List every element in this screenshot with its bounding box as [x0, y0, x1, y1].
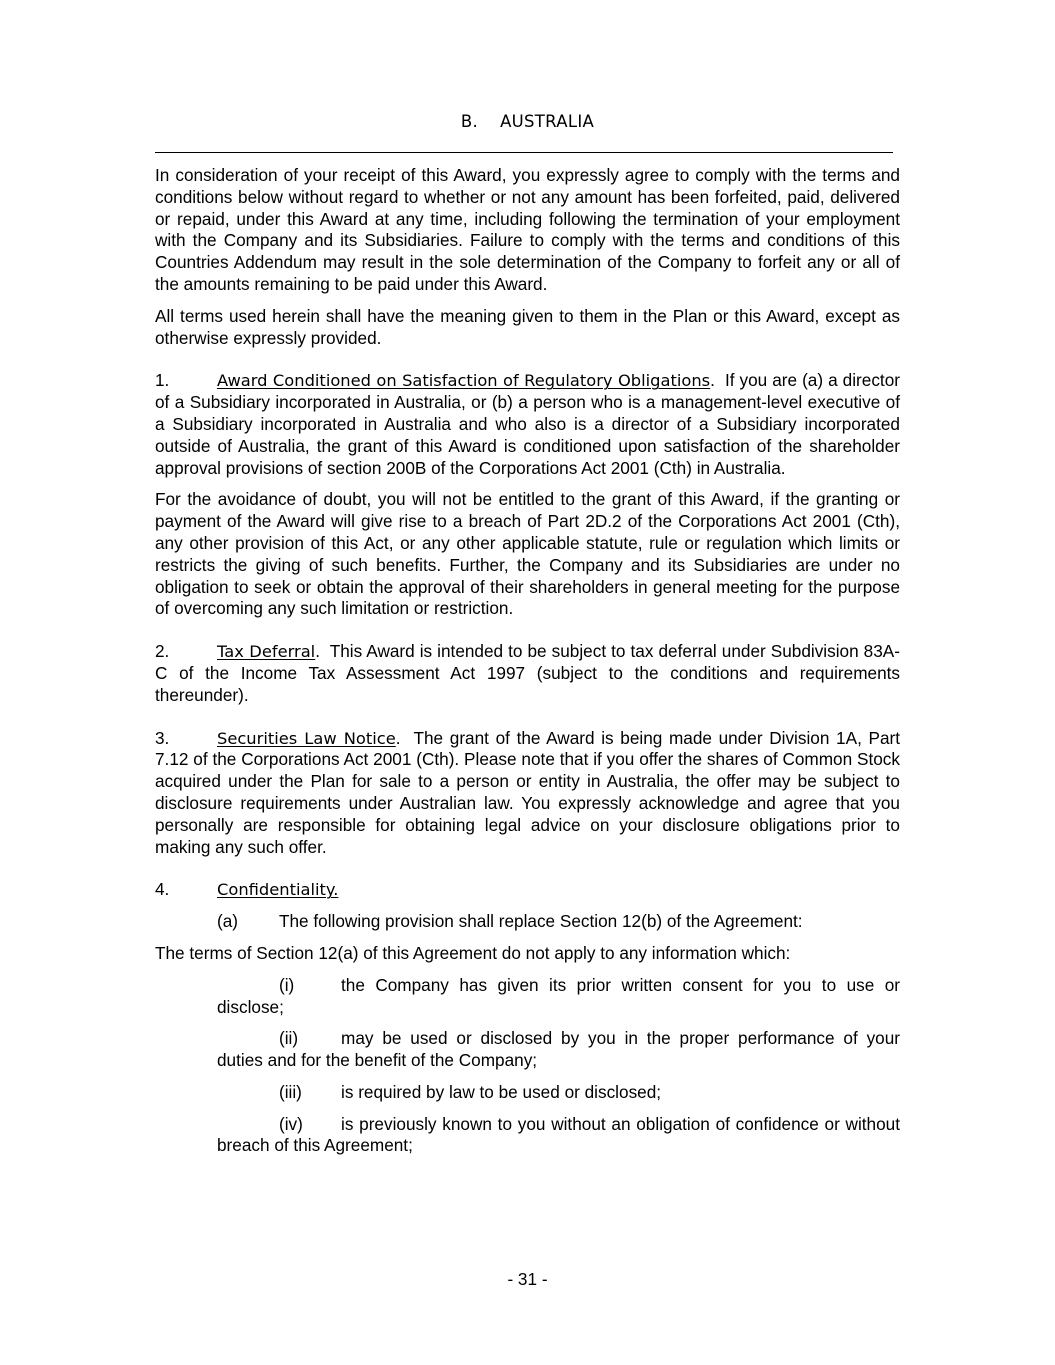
intro-paragraph-2: All terms used herein shall have the meaning given to them in the Plan or this Award, except as otherwise expressly provided.: [155, 305, 900, 348]
list-item-iii-text: is required by law to be used or disclosed;: [341, 1081, 662, 1102]
section-3-title: Securities Law Notice: [217, 728, 396, 748]
page-number: - 31 -: [507, 1269, 548, 1289]
list-item-ii-label: (ii): [279, 1028, 299, 1049]
list-item-iii: [155, 1082, 900, 1104]
section-4-paragraph: [155, 879, 900, 901]
section-3-text: The grant of the Award is being made under Division 1A, Part 7.12 of the Corporations Act 2001 (Cth). Please note that if you offer the shares of Common Stock acquired under the Plan for sale to a person or entity in Australia, the offer may be subject to disclosure requirements under Australian law. You expressly acknowledge and agree that you personally are responsible for obtaining legal advice on your disclosure obligations prior to making any such offer.: [155, 727, 901, 857]
list-item-i-text: the Company has given its prior written consent for you to use or disclose;: [217, 974, 900, 1017]
section-1-text: If you are (a) a director of a Subsidiary incorporated in Australia, or (b) a person who is a management-level executive of a Subsidiary incorporated in Australia and who also is a director of a Subsidiary incorporated outside of Australia, the grant of this Award is conditioned upon satisfaction of the shareholder approval provisions of section 200B of the Corporations Act 2001 (Cth) in Australia.: [155, 370, 900, 478]
list-item-i-label: (i): [279, 974, 295, 995]
heading-rule: [155, 152, 893, 153]
section-1-extra-paragraph: For the avoidance of doubt, you will not be entitled to the grant of this Award, if the granting or payment of the Award will give rise to a breach of Part 2D.2 of the Corporations Act 2001 (Cth), any other provision of this Act, or any other applicable statute, rule or regulation which limits or restricts the giving of such benefits. Further, the Company and its Subsidiaries are under no obligation to seek or obtain the approval of their shareholders in general meeting for the purpose of overcoming any such limitation or restriction.: [155, 489, 900, 619]
list-item-ii-text: may be used or disclosed by you in the proper performance of your duties and for the benefit of the Company;: [217, 1028, 900, 1071]
section-4-title: Confidentiality.: [217, 880, 339, 900]
list-item-iii-label: (iii): [279, 1081, 302, 1102]
section-1-number: 1.: [155, 370, 170, 391]
list-item-ii: [155, 1028, 900, 1072]
section-3-paragraph: 3. Securities Law Notice. The grant of the Award is being made under Division 1A, Part 7.12 of the Corporations Act 2001 (Cth). Please note that if you offer the shares of Common Stock acquired under the Plan for sale to a person or entity in Australia, the offer may be subject to disclosure requirements under Australian law. You expressly acknowledge and agree that you personally are responsible for obtaining legal advice on your disclosure obligations prior to making any such offer.: [155, 727, 901, 857]
section-1-paragraph: 1. Award Conditioned on Satisfaction of Regulatory Obligations. If you are (a) a director of a Subsidiary incorporated in Australia, or (b) a person who is a management-level executive of a Subsidiary incorporated in Australia and who also is a director of a Subsidiary incorporated outside of Australia, the grant of this Award is conditioned upon satisfaction of the shareholder approval provisions of section 200B of the Corporations Act 2001 (Cth) in Australia.: [155, 370, 900, 478]
section-1-title: Award Conditioned on Satisfaction of Regulatory Obligations: [217, 371, 711, 391]
section-4-number: 4.: [155, 879, 170, 900]
list-item-iv-label: (iv): [279, 1113, 303, 1134]
list-item-i: [155, 975, 900, 1019]
confidentiality-lead: The terms of Section 12(a) of this Agreement do not apply to any information which:: [155, 942, 791, 963]
section-3-number: 3.: [155, 727, 170, 748]
list-item-iv-text: is previously known to you without an obligation of confidence or without breach of this Agreement;: [217, 1113, 900, 1156]
section-2-paragraph: 2. Tax Deferral. This Award is intended to be subject to tax deferral under Subdivision 83A-C of the Income Tax Assessment Act 1997 (subject to the conditions and requirements thereunder).: [155, 641, 900, 705]
subsection-a-text: The following provision shall replace Section 12(b) of the Agreement:: [279, 911, 803, 932]
section-title: AUSTRALIA: [500, 112, 595, 131]
document-body: [155, 165, 900, 1157]
subsection-a-label: (a): [217, 911, 239, 932]
section-heading: [155, 111, 900, 133]
section-2-title: Tax Deferral: [217, 642, 316, 662]
section-2-number: 2.: [155, 641, 170, 662]
confidentiality-subsection-a: [155, 911, 900, 933]
intro-paragraph-1: In consideration of your receipt of this Award, you expressly agree to comply with the terms and conditions below without regard to whether or not any amount has been forfeited, paid, delivered or repaid, under this Award at any time, including following the termination of your employment with the Company and its Subsidiaries. Failure to comply with the terms and conditions of this Countries Addendum may result in the sole determination of the Company to forfeit any or all of the amounts remaining to be paid under this Award.: [155, 165, 900, 294]
section-letter: B.: [460, 112, 479, 131]
section-2-text: This Award is intended to be subject to tax deferral under Subdivision 83A-C of the Income Tax Assessment Act 1997 (subject to the conditions and requirements thereunder).: [155, 641, 900, 705]
list-item-iv: [155, 1114, 900, 1158]
